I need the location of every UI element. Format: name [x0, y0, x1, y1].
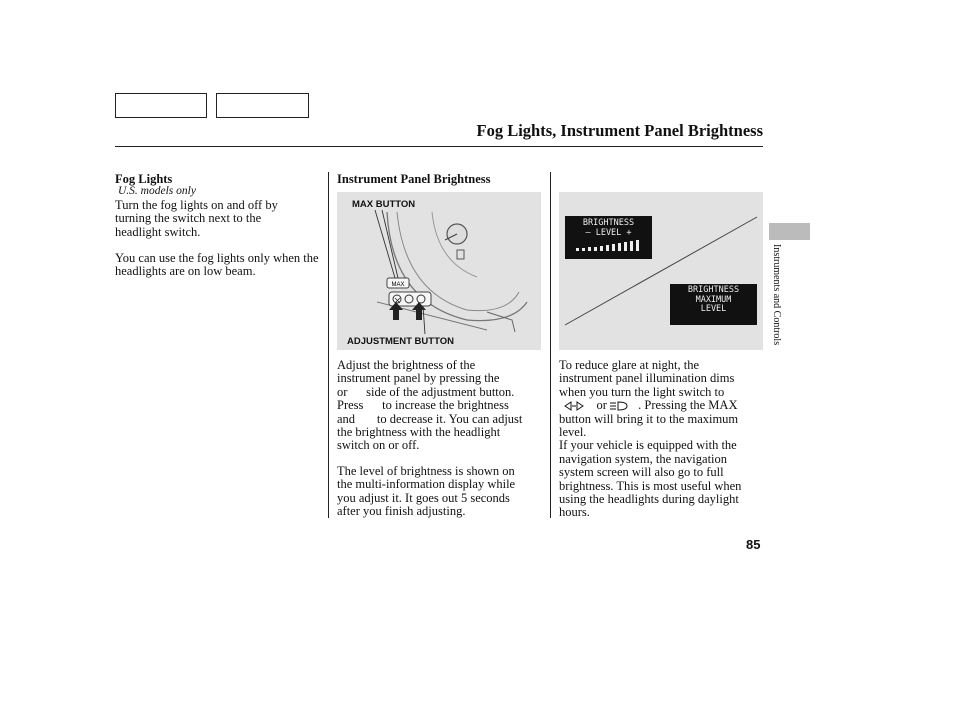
fog-lights-heading: Fog Lights	[115, 172, 173, 186]
adjustment-button-label: ADJUSTMENT BUTTON	[347, 336, 454, 347]
lcd-max-title: BRIGHTNESS	[687, 285, 740, 295]
header-rule	[115, 146, 763, 147]
headlights-icon	[608, 400, 630, 412]
brightness-line: the brightness with the headlight	[337, 425, 501, 440]
page-number: 85	[746, 537, 761, 552]
glare-line: brightness. This is most useful when	[559, 478, 742, 493]
glare-line: navigation system, the navigation	[559, 451, 728, 466]
brightness-paragraph-1	[337, 359, 542, 453]
column-divider-1	[328, 172, 329, 518]
parking-lights-icon	[563, 400, 585, 412]
glare-paragraph-1	[559, 359, 764, 520]
section-tab-label: Instruments and Controls	[771, 244, 782, 346]
fog-lights-paragraph-2: You can use the fog lights only when the headlights are on low beam.	[115, 251, 319, 279]
brightness-line: you adjust it. It goes out 5 seconds	[337, 490, 510, 505]
glare-line: level.	[559, 425, 587, 440]
brightness-line: instrument panel by pressing the	[337, 371, 500, 386]
glare-line	[559, 399, 764, 412]
nav-box-right[interactable]	[216, 93, 309, 118]
brightness-line: Press to increase the brightness	[337, 398, 509, 413]
glare-line: system screen will also go to full	[559, 465, 724, 480]
glare-line: hours.	[559, 505, 590, 520]
brightness-line: after you finish adjusting.	[337, 504, 466, 519]
brightness-bars-icon	[574, 239, 644, 253]
brightness-paragraph-2	[337, 465, 542, 519]
column-divider-2	[550, 172, 551, 518]
brightness-line: The level of brightness is shown on	[337, 464, 515, 478]
glare-line-text: or . Pressing the MAX	[559, 398, 738, 413]
brightness-line: or side of the adjustment button.	[337, 384, 515, 399]
adjustment-button-figure	[337, 192, 541, 350]
section-tab-marker	[769, 223, 810, 240]
lcd-brightness-title: BRIGHTNESS	[582, 218, 635, 228]
glare-line: If your vehicle is equipped with the	[559, 438, 737, 453]
brightness-line: Adjust the brightness of the	[337, 358, 476, 372]
brightness-level-display	[565, 216, 652, 259]
brightness-line: and to decrease it. You can adjust	[337, 411, 523, 426]
max-button-text: MAX	[391, 282, 405, 288]
nav-box-left[interactable]	[115, 93, 207, 118]
fog-lights-subheading: U.S. models only	[118, 185, 196, 197]
max-button-label: MAX BUTTON	[352, 199, 416, 210]
glare-line: using the headlights during daylight	[559, 492, 739, 507]
lcd-max-level: LEVEL	[700, 304, 727, 314]
instrument-panel-illustration	[337, 192, 541, 350]
fog-lights-paragraph-1: Turn the fog lights on and off by turning the switch next to the headlight switch.	[115, 198, 278, 239]
glare-line: instrument panel illumination dims	[559, 371, 735, 386]
lcd-level-text: – LEVEL +	[585, 227, 632, 238]
brightness-line: switch on or off.	[337, 438, 420, 453]
display-figure	[559, 192, 763, 350]
glare-line: To reduce glare at night, the	[559, 358, 700, 372]
glare-line: button will bring it to the maximum	[559, 411, 739, 426]
brightness-max-display	[670, 284, 757, 325]
brightness-heading: Instrument Panel Brightness	[337, 172, 491, 186]
page-title: Fog Lights, Instrument Panel Brightness	[476, 121, 763, 140]
glare-line: when you turn the light switch to	[559, 384, 725, 399]
brightness-line: the multi-information display while	[337, 477, 516, 492]
lcd-max-maximum: MAXIMUM	[695, 294, 732, 305]
